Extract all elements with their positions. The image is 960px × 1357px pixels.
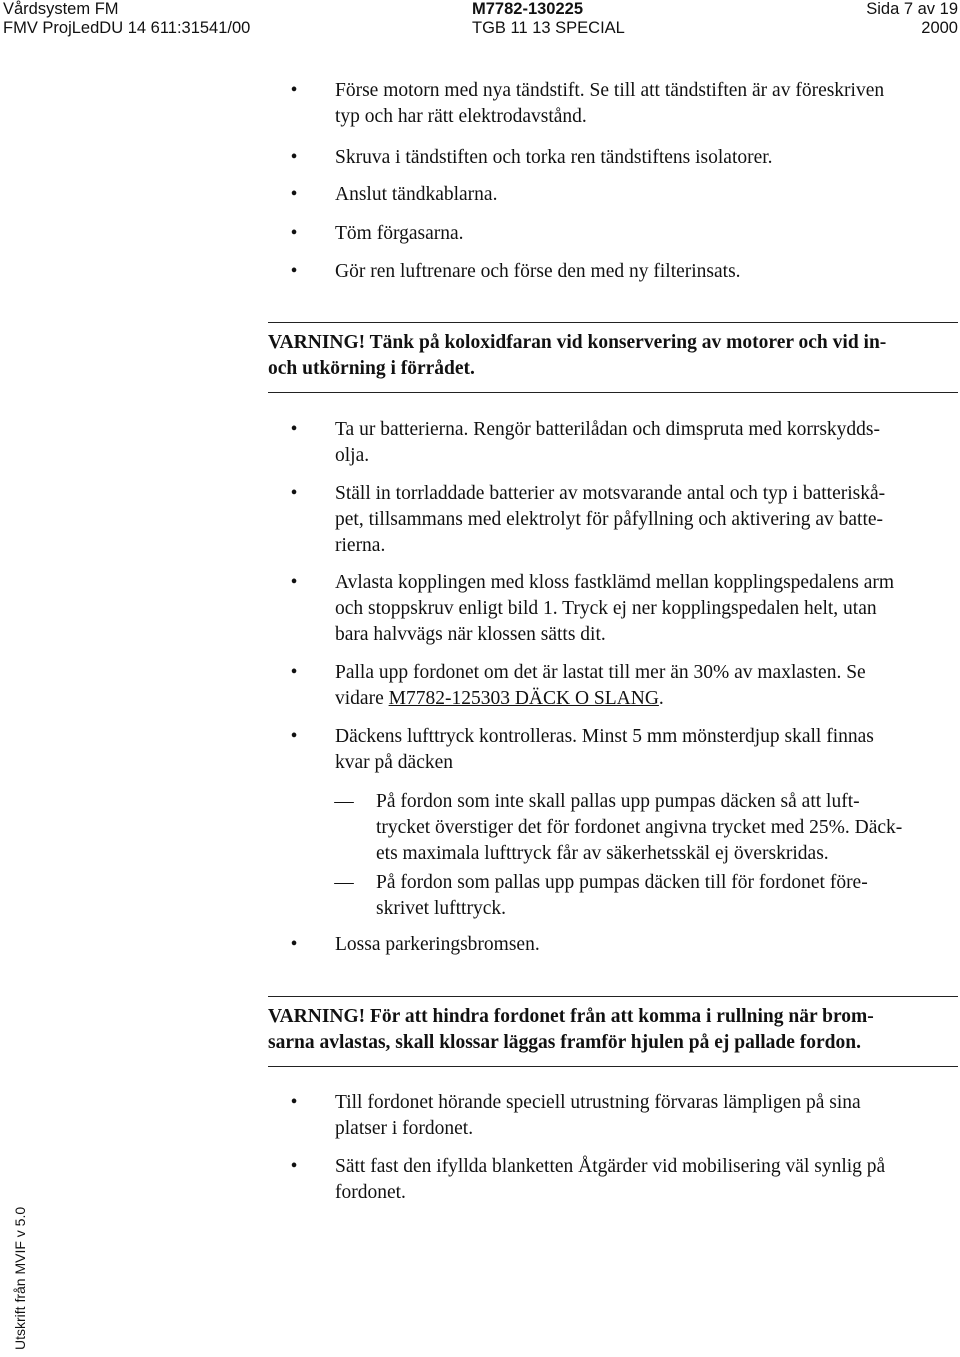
list-item-text: rierna. — [335, 535, 386, 556]
header-left — [3, 0, 250, 38]
bullet-marker: • — [290, 223, 298, 244]
list-item — [290, 221, 957, 247]
list-item-text: typ och har rätt elektrodavstånd. — [335, 106, 587, 127]
bullet-marker: • — [290, 572, 298, 593]
list-item — [290, 1154, 957, 1206]
list-item-text: På fordon som inte skall pallas upp pumpas däcken så att luft- — [376, 791, 860, 812]
bullet-marker: • — [290, 483, 298, 504]
list-item — [290, 1090, 957, 1142]
warning-box — [268, 1004, 958, 1056]
list-item-text: Skruva i tändstiften och torka ren tändstiftens isolatorer. — [335, 147, 773, 168]
bullet-marker: • — [290, 726, 298, 747]
list-item-text: vidare — [335, 688, 389, 709]
list-item — [290, 481, 957, 559]
bullet-marker: • — [290, 184, 298, 205]
list-item-text: Sätt fast den ifyllda blanketten Åtgärder vid mobilisering väl synlig på — [335, 1156, 886, 1177]
warning-text: sarna avlastas, skall klossar läggas framför hjulen på ej pallade fordon. — [268, 1032, 861, 1053]
bullet-marker: • — [290, 80, 298, 101]
print-source-label: Utskrift från MVIF v 5.0 — [12, 1206, 28, 1350]
dash-marker: — — [334, 872, 354, 893]
list-item-text: Lossa parkeringsbromsen. — [335, 934, 540, 955]
list-item-text: bara halvvägs när klossen sätts dit. — [335, 624, 606, 645]
bullet-marker: • — [290, 261, 298, 282]
project-reference: FMV ProjLedDU 14 611:31541/00 — [3, 19, 251, 37]
list-item-text — [335, 686, 957, 712]
list-item-text: Till fordonet hörande speciell utrustning förvaras lämpligen på sina — [335, 1092, 861, 1113]
list-item-text: . — [658, 688, 664, 709]
warning-text: VARNING! För att hindra fordonet från att komma i rullning när brom- — [268, 1006, 874, 1027]
list-item — [290, 417, 957, 469]
warning-top-rule — [268, 322, 958, 323]
header-middle — [472, 0, 625, 38]
document-title: TGB 11 13 SPECIAL — [472, 19, 625, 37]
warning-bottom-rule — [268, 1066, 958, 1067]
list-item — [290, 78, 957, 130]
list-item-text: ets maximala lufttryck får av säkerhetsskäl ej överskridas. — [376, 843, 829, 864]
list-item-text: Ta ur batterierna. Rengör batterilådan och dimspruta med korrskydds- — [335, 419, 881, 440]
header-right — [866, 0, 958, 38]
bullet-marker: • — [290, 1156, 298, 1177]
bullet-marker: • — [290, 419, 298, 440]
bullet-marker: • — [290, 662, 298, 683]
list-item-text: Avlasta kopplingen med kloss fastklämd mellan kopplingspedalens arm — [335, 572, 895, 593]
warning-text: och utkörning i förrådet. — [268, 358, 475, 379]
list-item-text: Däckens lufttryck kontrolleras. Minst 5 mm mönsterdjup skall finnas — [335, 726, 874, 747]
list-item — [290, 932, 957, 958]
list-item-text: olja. — [335, 445, 370, 466]
list-item-text: Gör ren luftrenare och förse den med ny filterinsats. — [335, 261, 741, 282]
list-item-text: fordonet. — [335, 1182, 406, 1203]
list-item — [290, 145, 957, 171]
bullet-marker: • — [290, 1092, 298, 1113]
list-item-text: trycket överstiger det för fordonet angivna trycket med 25%. Däck- — [376, 817, 903, 838]
document-link[interactable]: M7782-125303 DÄCK O SLANG — [388, 688, 659, 709]
list-item-text: Töm förgasarna. — [335, 223, 464, 244]
warning-top-rule — [268, 996, 958, 997]
list-item-text: Ställ in torrladdade batterier av motsvarande antal och typ i batteriskå- — [335, 483, 886, 504]
list-item — [290, 660, 957, 712]
list-item-text: Anslut tändkablarna. — [335, 184, 498, 205]
system-name: Vårdsystem FM — [3, 0, 119, 18]
warning-box — [268, 330, 958, 382]
bullet-marker: • — [290, 934, 298, 955]
list-item-text: skrivet lufttryck. — [376, 898, 506, 919]
sub-list-item — [334, 789, 954, 867]
dash-marker: — — [334, 791, 354, 812]
document-number: M7782-130225 — [472, 0, 584, 18]
page-header — [0, 0, 960, 40]
document-year: 2000 — [921, 19, 958, 37]
list-item-text: pet, tillsammans med elektrolyt för påfyllning och aktivering av batte- — [335, 509, 884, 530]
list-item-text: På fordon som pallas upp pumpas däcken till för fordonet före- — [376, 872, 868, 893]
list-item-text: Förse motorn med nya tändstift. Se till att tändstiften är av föreskriven — [335, 80, 885, 101]
list-item-text: Palla upp fordonet om det är lastat till mer än 30% av maxlasten. Se — [335, 662, 866, 683]
list-item — [290, 182, 957, 208]
bullet-marker: • — [290, 147, 298, 168]
list-item-text: platser i fordonet. — [335, 1118, 474, 1139]
sub-list-item — [334, 870, 954, 922]
list-item-text: och stoppskruv enligt bild 1. Tryck ej ner kopplingspedalen helt, utan — [335, 598, 877, 619]
warning-text: VARNING! Tänk på koloxidfaran vid konservering av motorer och vid in- — [268, 332, 887, 353]
warning-bottom-rule — [268, 392, 958, 393]
list-item — [290, 570, 957, 648]
list-item — [290, 724, 957, 776]
list-item — [290, 259, 957, 285]
list-item-text: kvar på däcken — [335, 752, 454, 773]
page-number: Sida 7 av 19 — [866, 0, 958, 18]
